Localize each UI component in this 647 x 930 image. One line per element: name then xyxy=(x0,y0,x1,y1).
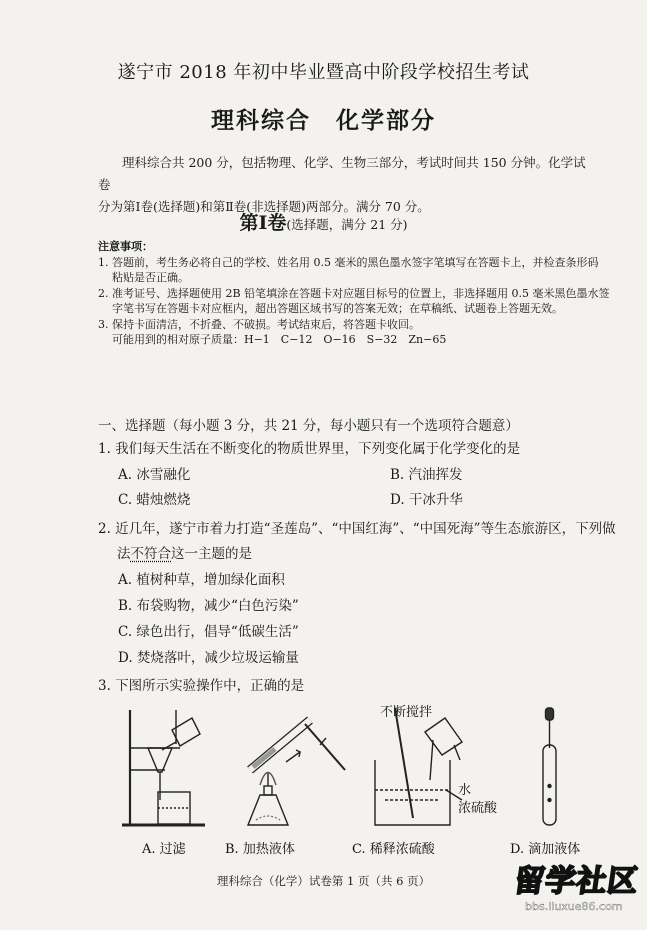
q2-stem-line-1: 2. 近几年，遂宁市着力打造“圣莲岛”、“中国红海”、“中国死海”等生态旅游区，下列做 xyxy=(98,521,616,537)
part-1-title-main: 第Ⅰ卷 xyxy=(239,212,287,234)
caption-b: B. 加热液体 xyxy=(225,842,295,857)
notice-item-3: 3. 保持卡面清洁，不折叠、不破损。考试结束后，将答题卡收回。 xyxy=(98,317,420,331)
part-1-title xyxy=(0,208,647,235)
q2-option-d: D. 焚烧落叶，减少垃圾运输量 xyxy=(118,650,299,666)
q3-diagrams xyxy=(100,700,600,865)
atomic-masses: 可能用到的相对原子质量：H−1 C−12 O−16 S−32 Zn−65 xyxy=(112,333,447,346)
dropper-apparatus xyxy=(543,708,556,825)
section-1-heading: 一、选择题（每小题 3 分，共 21 分，每小题只有一个选项符合题意） xyxy=(98,418,519,434)
site-watermark xyxy=(512,856,641,913)
watermark-brand: 留学社区 xyxy=(512,864,641,899)
q1-stem: 1. 我们每天生活在不断变化的物质世界里，下列变化属于化学变化的是 xyxy=(98,441,521,457)
q2-option-a: A. 植树种草，增加绿化面积 xyxy=(118,572,285,588)
exam-title: 遂宁市 2018 年初中毕业暨高中阶段学校招生考试 xyxy=(117,62,530,83)
subject-title: 理科综合 化学部分 xyxy=(211,107,436,134)
caption-a: A. 过滤 xyxy=(142,842,186,857)
notice-item-2a: 2. 准考证号、选择题使用 2B 铅笔填涂在答题卡对应题目标号的位置上，非选择题用 0.5 毫米黑色墨水签 xyxy=(98,286,610,300)
heating-apparatus xyxy=(248,720,345,825)
q2-option-c: C. 绿色出行，倡导“低碳生活” xyxy=(118,624,299,640)
label-water: 水 xyxy=(458,783,472,798)
notice-item-1a: 1. 答题前，考生务必将自己的学校、姓名用 0.5 毫米的黑色墨水签字笔填写在答题卡上，并检查条形码 xyxy=(98,255,599,269)
q2-stem-line-2 xyxy=(117,542,252,562)
dilution-apparatus xyxy=(375,708,462,825)
q2-stem-emphasis: 不符合 xyxy=(130,546,171,562)
page-footer: 理科综合（化学）试卷第 1 页（共 6 页） xyxy=(216,874,431,888)
notice-title: 注意事项： xyxy=(98,240,153,253)
label-stir: 不断搅拌 xyxy=(380,705,433,720)
q2-option-b: B. 布袋购物，减少“白色污染” xyxy=(118,598,299,614)
q1-option-b: B. 汽油挥发 xyxy=(390,467,463,483)
q1-option-c: C. 蜡烛燃烧 xyxy=(118,492,191,508)
filtration-apparatus xyxy=(122,710,205,825)
q1-option-a: A. 冰雪融化 xyxy=(118,467,191,483)
notice-item-2b: 字笔书写在答题卡对应框内，超出答题区域书写的答案无效；在草稿纸、试题卷上答题无效。 xyxy=(112,302,563,315)
part-1-subtitle: (选择题，满分 21 分) xyxy=(286,217,408,232)
caption-c: C. 稀释浓硫酸 xyxy=(352,842,435,857)
intro-line-1: 理科综合共 200 分，包括物理、化学、生物三部分，考试时间共 150 分钟。化学试卷 xyxy=(98,155,586,192)
q2-stem-post: 这一主题的是 xyxy=(171,546,252,562)
intro-line-2: 分为第Ⅰ卷(选择题)和第Ⅱ卷(非选择题)两部分。满分 70 分。 xyxy=(98,199,430,214)
notice-block xyxy=(98,239,610,348)
watermark-url: bbs.liuxue86.com xyxy=(525,900,623,913)
label-acid: 浓硫酸 xyxy=(458,801,498,816)
q3-stem: 3. 下图所示实验操作中，正确的是 xyxy=(98,678,305,694)
q1-option-d: D. 干冰升华 xyxy=(390,492,463,508)
q2-stem-pre: 法 xyxy=(117,546,131,562)
caption-d: D. 滴加液体 xyxy=(510,842,581,857)
notice-item-1b: 粘贴是否正确。 xyxy=(112,271,189,284)
